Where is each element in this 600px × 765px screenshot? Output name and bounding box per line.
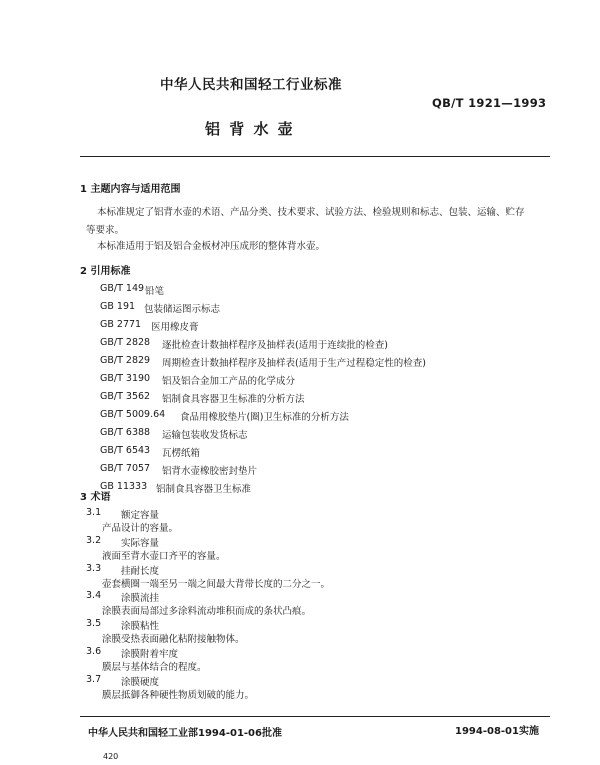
reference-title: 铝制食具容器卫生标准的分析方法 [162,394,305,405]
page-number: 420 [103,752,119,761]
term-name: 涂膜粘性 [121,621,160,633]
reference-code: GB/T 2829 [100,355,151,366]
section-1-paragraph-1: 本标准规定了铝背水壶的术语、产品分类、技术要求、试验方法、检验规则和标志、包装、运输、贮存 [97,207,525,218]
term-name: 涂膜流挂 [121,593,160,605]
reference-title: 包装储运图示标志 [144,304,221,315]
approval-line: 中华人民共和国轻工业部1994-01-06批准 [88,728,282,739]
term-number: 3.1 [86,507,102,518]
term-definition: 涂膜受热表面融化粘附接触物体。 [102,634,245,646]
section-3-heading: 3 术语 [80,492,111,503]
reference-code: GB/T 2828 [100,337,151,348]
effective-date: 1994-08-01实施 [455,726,539,737]
header-rule [80,156,550,157]
reference-code: GB 2771 [100,319,142,330]
reference-title: 周期检查计数抽样程序及抽样表(适用于生产过程稳定性的检查) [162,358,426,369]
reference-title: 运输包装收发货标志 [162,430,248,441]
reference-code: GB/T 6543 [100,445,151,456]
reference-title: 铝背水壶橡胶密封垫片 [162,466,258,477]
term-name: 实际容量 [121,537,160,549]
reference-code: GB 191 [100,301,136,312]
reference-title: 铝制食具容器卫生标准 [156,484,252,495]
term-definition: 膜层抵御各种硬性物质划破的能力。 [102,689,255,701]
term-number: 3.4 [86,590,102,602]
term-definition: 产品设计的容量。 [102,523,179,534]
section-1-heading: 1 主题内容与适用范围 [80,184,181,195]
reference-code: GB/T 7057 [100,463,151,474]
reference-title: 医用橡皮膏 [151,322,199,333]
reference-code: GB/T 6388 [100,427,151,438]
term-number: 3.5 [86,618,102,630]
term-definition: 膜层与基体结合的程度。 [102,662,207,673]
reference-code: GB/T 3190 [100,373,151,384]
term-name: 额定容量 [121,510,160,521]
term-definition: 液面至背水壶口齐平的容量。 [102,550,226,562]
reference-code: GB/T 5009.64 [100,409,166,420]
term-definition: 涂膜表面局部过多涂料流动堆积而成的条状凸痕。 [102,606,312,618]
term-number: 3.2 [86,534,102,546]
section-1-paragraph-1-cont: 等要求。 [86,225,125,236]
term-number: 3.3 [86,562,102,574]
standard-number: QB/T 1921—1993 [432,96,547,110]
term-name: 挂耐长度 [121,565,160,577]
term-number: 3.7 [86,673,102,685]
reference-title: 逐批检查计数抽样程序及抽样表(适用于连续批的检查) [162,340,388,351]
reference-code: GB/T 3562 [100,391,151,402]
term-number: 3.6 [86,646,102,657]
term-name: 涂膜硬度 [121,676,160,688]
footer-rule [80,716,550,717]
reference-code: GB 11333 [100,481,148,492]
document-title: 铝 背 水 壶 [205,120,295,138]
reference-code: GB/T 149 [100,283,145,294]
reference-title: 铝及铝合金加工产品的化学成分 [162,376,296,387]
section-1-paragraph-2: 本标准适用于铝及铝合金板材冲压成形的整体背水壶。 [97,241,326,252]
term-definition: 壶套横圈一端至另一端之间最大背带长度的二分之一。 [102,578,331,590]
reference-title: 食品用橡胶垫片(圈)卫生标准的分析方法 [180,412,349,423]
term-name: 涂膜附着牢度 [121,649,179,660]
reference-title: 铅笔 [145,286,165,297]
reference-title: 瓦楞纸箱 [162,448,201,459]
issuing-authority-title: 中华人民共和国轻工行业标准 [160,77,342,93]
section-2-heading: 2 引用标准 [80,266,131,277]
